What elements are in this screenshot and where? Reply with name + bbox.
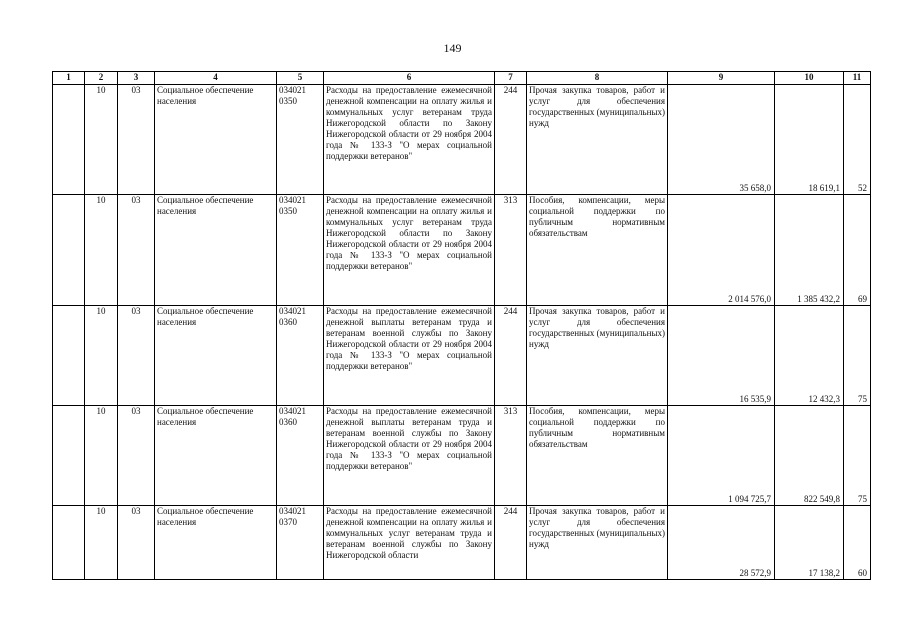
table-row [53,306,871,406]
col-header: 8 [527,72,668,85]
col-header: 5 [277,72,324,85]
cell-planned: 1 094 725,7 [668,406,775,506]
cell-section: 10 [85,306,118,406]
cell-section-name: Социальное обеспечение населения [155,506,277,580]
table-row [53,195,871,306]
cell-expense-type: 313 [495,195,527,306]
cell-target-code: 034021 0350 [277,195,324,306]
cell-expense-type: 244 [495,85,527,195]
cell-section: 10 [85,406,118,506]
cell-expense-name: Прочая закупка товаров, работ и услуг для обеспечения государственных (муниципальных) нужд [527,506,668,580]
page-number: 149 [443,41,462,55]
cell-target-code: 034021 0360 [277,306,324,406]
cell-section-name: Социальное обеспечение населения [155,195,277,306]
table-row [53,506,871,580]
header-row [53,72,871,85]
table-row [53,406,871,506]
cell-subsection: 03 [118,406,155,506]
cell-col1 [53,406,85,506]
cell-section-name: Социальное обеспечение населения [155,306,277,406]
col-header: 10 [775,72,844,85]
col-header: 9 [668,72,775,85]
cell-executed: 17 138,2 [775,506,844,580]
col-header: 4 [155,72,277,85]
cell-section: 10 [85,85,118,195]
cell-expense-type: 313 [495,406,527,506]
cell-target-code: 034021 0370 [277,506,324,580]
table-row [53,85,871,195]
cell-section: 10 [85,195,118,306]
cell-planned: 28 572,9 [668,506,775,580]
cell-section-name: Социальное обеспечение населения [155,406,277,506]
cell-col1 [53,195,85,306]
cell-expense-type: 244 [495,306,527,406]
cell-subsection: 03 [118,85,155,195]
cell-subsection: 03 [118,506,155,580]
col-header: 7 [495,72,527,85]
cell-target-code: 034021 0350 [277,85,324,195]
budget-table [52,71,871,580]
cell-expense-name: Пособия, компенсации, меры социальной поддержки по публичным нормативным обязательствам [527,406,668,506]
col-header: 11 [844,72,871,85]
cell-percent: 69 [844,195,871,306]
cell-section-name: Социальное обеспечение населения [155,85,277,195]
cell-expense-name: Пособия, компенсации, меры социальной поддержки по публичным нормативным обязательствам [527,195,668,306]
col-header: 1 [53,72,85,85]
cell-planned: 2 014 576,0 [668,195,775,306]
cell-col1 [53,85,85,195]
cell-expense-name: Прочая закупка товаров, работ и услуг для обеспечения государственных (муниципальных) нужд [527,85,668,195]
cell-planned: 35 658,0 [668,85,775,195]
cell-executed: 822 549,8 [775,406,844,506]
cell-percent: 52 [844,85,871,195]
col-header: 2 [85,72,118,85]
cell-subsection: 03 [118,306,155,406]
cell-subsection: 03 [118,195,155,306]
cell-description: Расходы на предоставление ежемесячной денежной выплаты ветеранам труда и ветеранам военной службы по Закону Нижегородской области от 29 ноября 2004 года № 133-З "О мерах социальной поддержки ветеранов" [324,406,495,506]
cell-expense-type: 244 [495,506,527,580]
col-header: 6 [324,72,495,85]
cell-col1 [53,506,85,580]
cell-executed: 1 385 432,2 [775,195,844,306]
cell-percent: 75 [844,406,871,506]
cell-percent: 60 [844,506,871,580]
cell-section: 10 [85,506,118,580]
cell-percent: 75 [844,306,871,406]
cell-col1 [53,306,85,406]
cell-description: Расходы на предоставление ежемесячной денежной компенсации на оплату жилья и коммунальных услуг ветеранам труда Нижегородской области по Закону Нижегородской области от 29 ноября 2004 года № 133-З "О мерах социальной поддержки ветеранов" [324,85,495,195]
col-header: 3 [118,72,155,85]
cell-description: Расходы на предоставление ежемесячной денежной выплаты ветеранам труда и ветеранам военной службы по Закону Нижегородской области от 29 ноября 2004 года № 133-З "О мерах социальной поддержки ветеранов" [324,306,495,406]
cell-executed: 18 619,1 [775,85,844,195]
cell-executed: 12 432,3 [775,306,844,406]
cell-target-code: 034021 0360 [277,406,324,506]
cell-description: Расходы на предоставление ежемесячной денежной компенсации на оплату жилья и коммунальных услуг ветеранам труда и ветеранам военной службы по Закону Нижегородской области [324,506,495,580]
cell-planned: 16 535,9 [668,306,775,406]
cell-description: Расходы на предоставление ежемесячной денежной компенсации на оплату жилья и коммунальных услуг ветеранам труда Нижегородской области по Закону Нижегородской области от 29 ноября 2004 года № 133-З "О мерах социальной поддержки ветеранов" [324,195,495,306]
cell-expense-name: Прочая закупка товаров, работ и услуг для обеспечения государственных (муниципальных) нужд [527,306,668,406]
